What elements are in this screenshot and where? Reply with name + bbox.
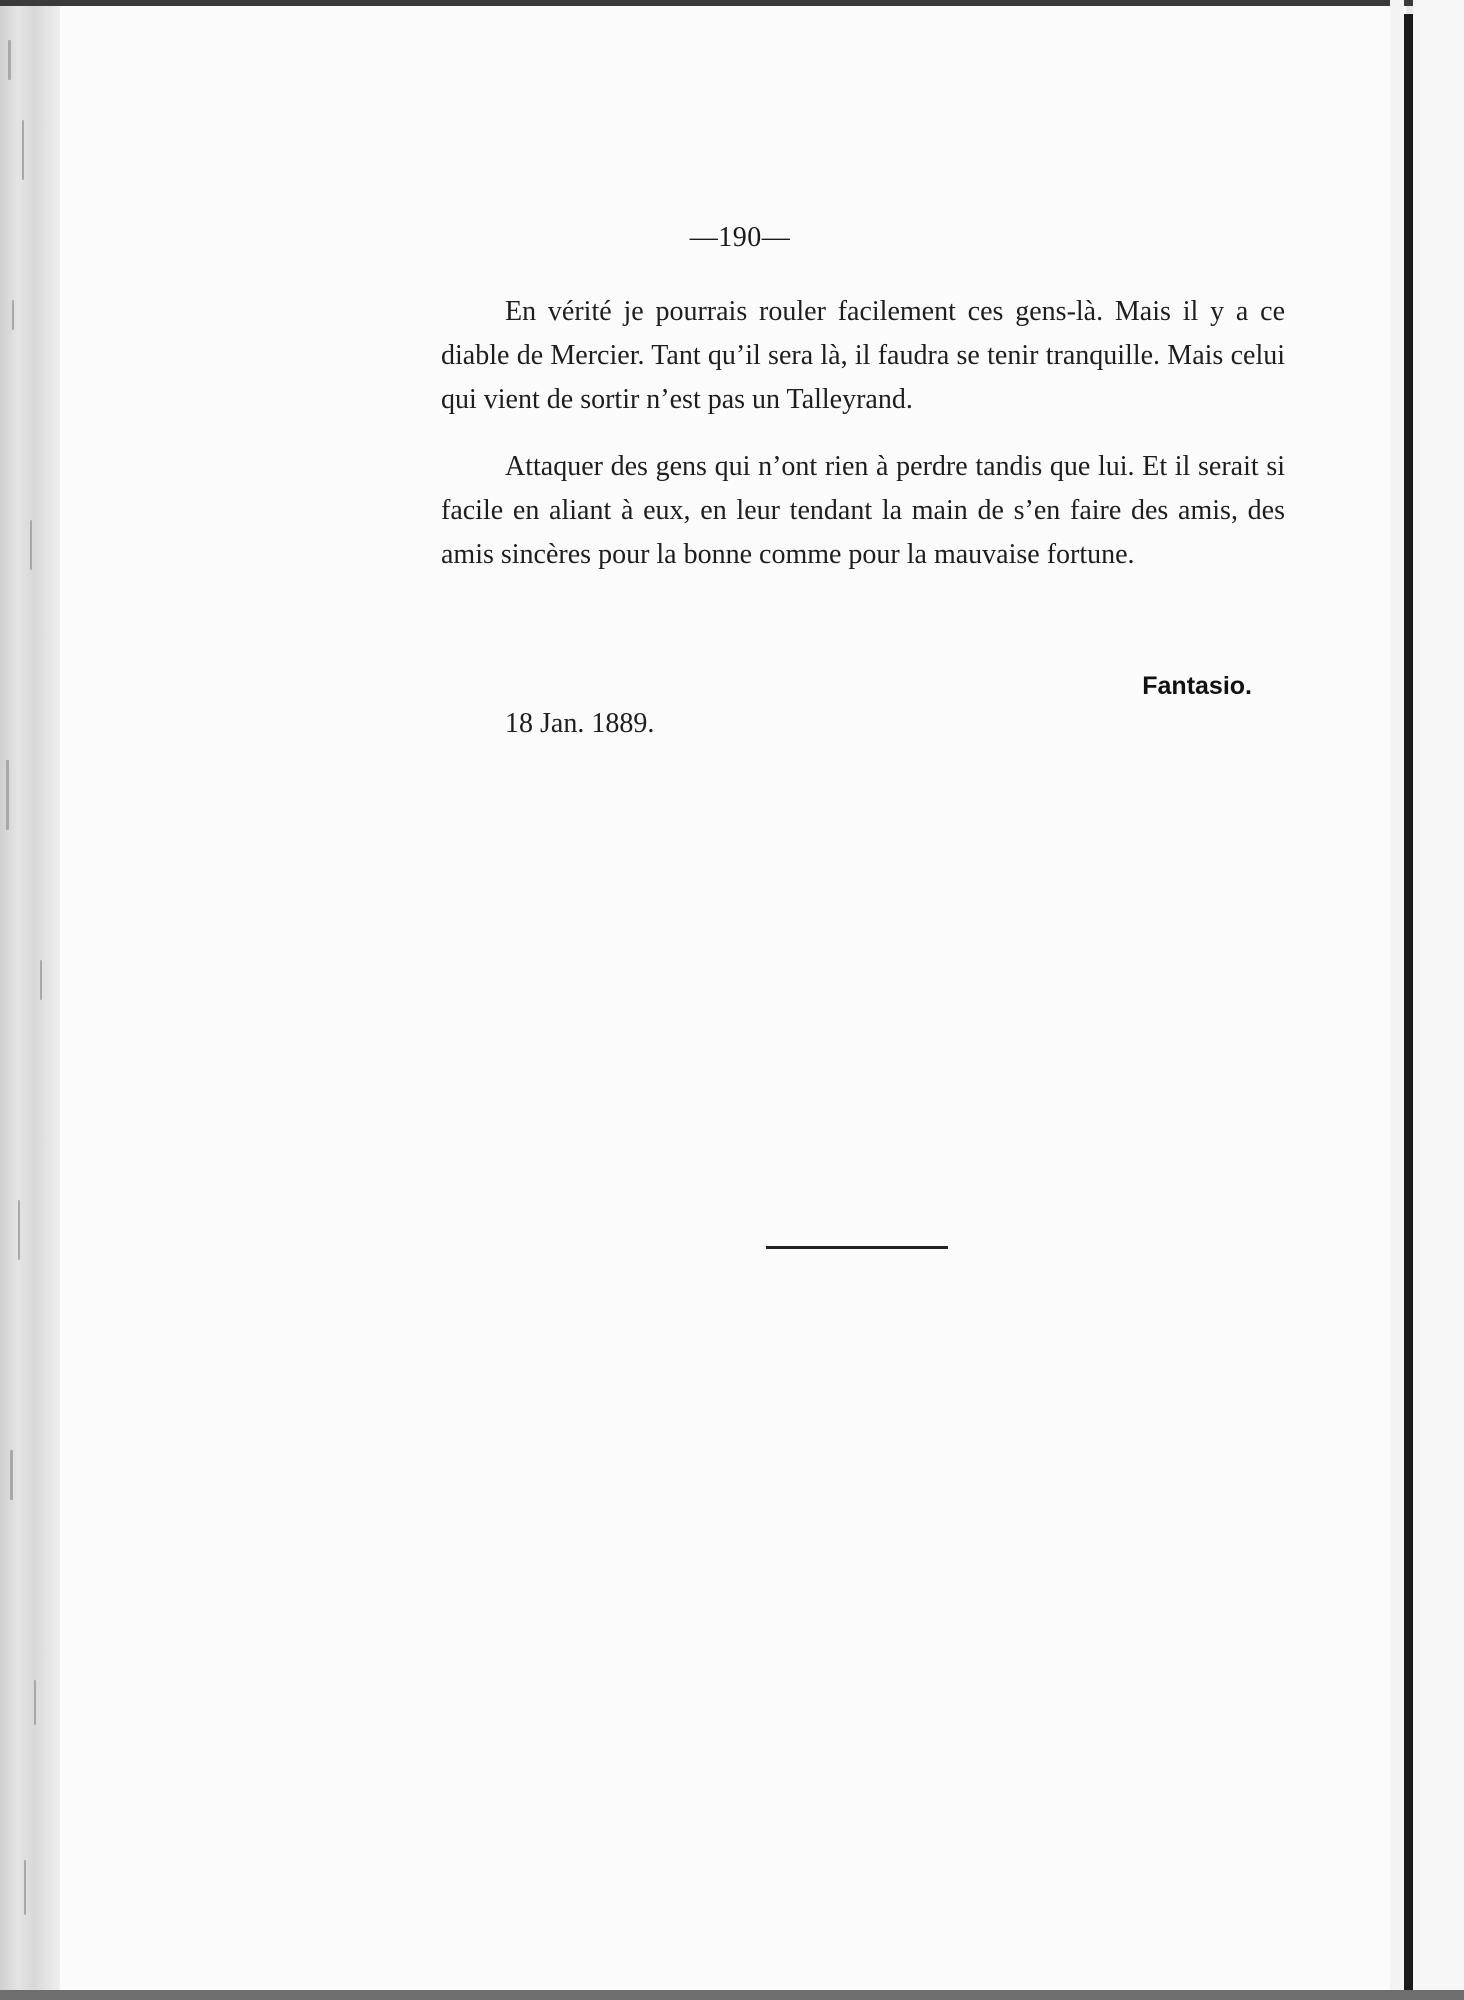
page-gutter — [1390, 0, 1404, 2000]
scan-speckle — [40, 960, 42, 1000]
scan-right-margin — [1413, 0, 1464, 2000]
dateline: 18 Jan. 1889. — [505, 708, 655, 739]
scan-speckle — [22, 120, 24, 180]
paragraph: Attaquer des gens qui n’ont rien à perdre tandis que lui. Et il serait si facile en aliant à eux, en leur tendant la main de s’en faire des amis, des amis sincères pour la bonne comme pour la mauvaise fortune. — [441, 451, 1285, 570]
scan-speckle — [6, 760, 9, 830]
scan-speckle — [10, 1450, 13, 1500]
scan-speckle — [8, 40, 11, 80]
scan-speckle — [24, 1860, 26, 1915]
page-number: —190— — [689, 222, 791, 253]
body-text — [441, 290, 1285, 577]
scan-speckle — [18, 1200, 20, 1260]
scan-top-border — [0, 0, 1464, 6]
section-divider-rule — [766, 1246, 948, 1249]
author-signature: Fantasio. — [1142, 672, 1252, 700]
page-right-edge — [1404, 14, 1413, 1994]
scan-speckle — [34, 1680, 36, 1725]
scan-bottom-border — [0, 1990, 1464, 2000]
paragraph: En vérité je pourrais rouler facilement ces gens-là. Mais il y a ce diable de Mercier. Tant qu’il sera là, il faudra se tenir tranquille. Mais celui qui vient de sortir n’est pas un Talleyrand. — [441, 296, 1285, 415]
scan-speckle — [30, 520, 32, 570]
scan-speckle — [12, 300, 14, 330]
